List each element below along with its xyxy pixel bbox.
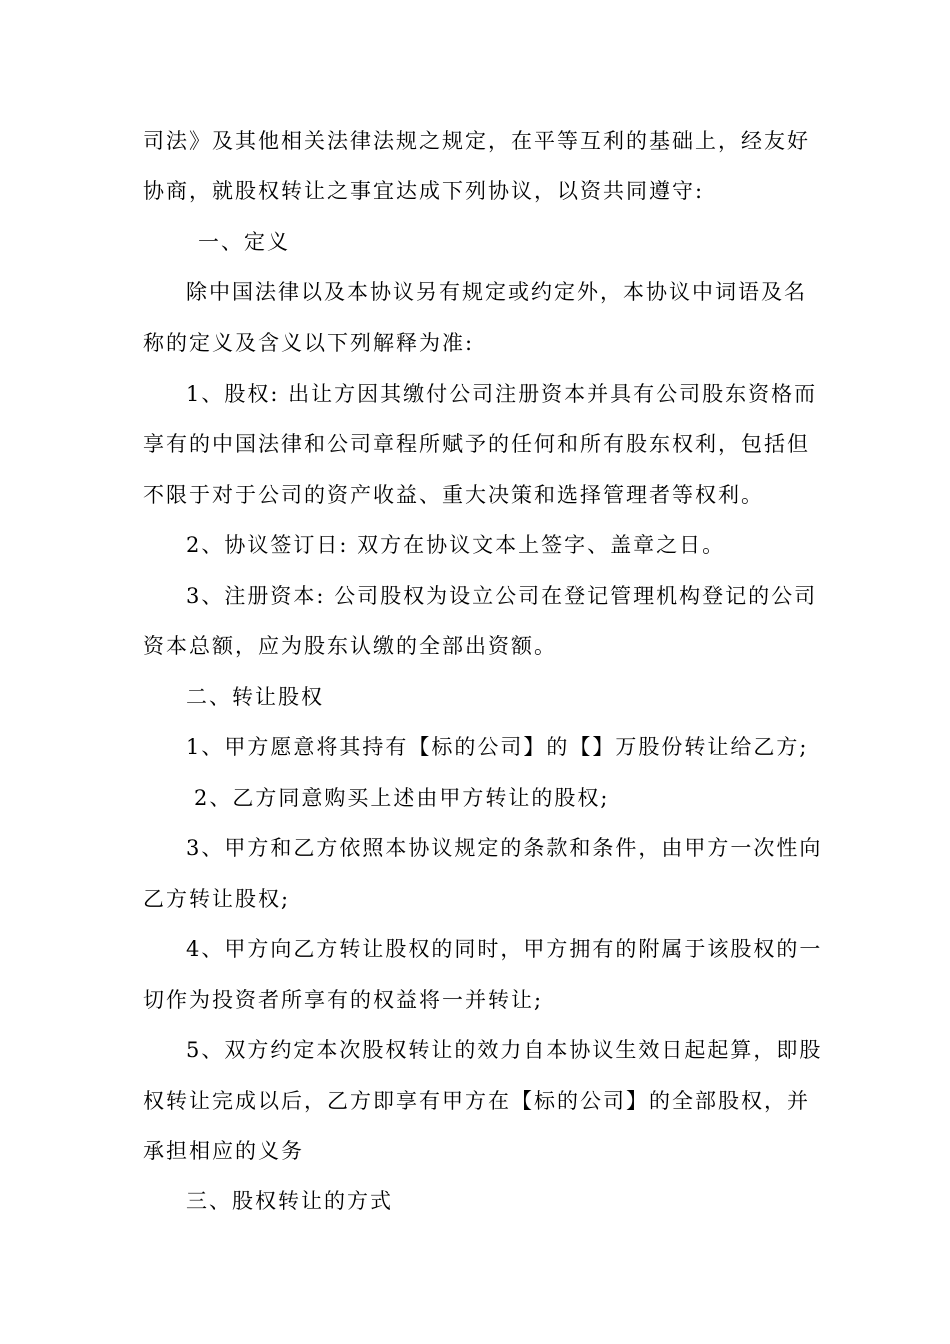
list-item-line: 1、股权: 出让方因其缴付公司注册资本并具有公司股东资格而 bbox=[186, 382, 818, 406]
list-item-line: 3、甲方和乙方依照本协议规定的条款和条件，由甲方一次性向 bbox=[186, 836, 823, 860]
list-item-line: 2、乙方同意购买上述由甲方转让的股权; bbox=[194, 786, 610, 810]
list-item-line: 4、甲方向乙方转让股权的同时，甲方拥有的附属于该股权的一 bbox=[186, 937, 823, 961]
section-heading: 三、股权转让的方式 bbox=[186, 1189, 393, 1213]
paragraph-line: 称的定义及含义以下列解释为准: bbox=[143, 331, 475, 355]
list-item-line: 5、双方约定本次股权转让的效力自本协议生效日起起算，即股 bbox=[186, 1038, 823, 1062]
paragraph-line: 不限于对于公司的资产收益、重大决策和选择管理者等权利。 bbox=[143, 483, 764, 507]
paragraph-line: 承担相应的义务 bbox=[143, 1139, 304, 1163]
section-heading: 一、定义 bbox=[198, 230, 290, 254]
paragraph-line: 资本总额，应为股东认缴的全部出资额。 bbox=[143, 634, 557, 658]
paragraph-line: 协商，就股权转让之事宜达成下列协议，以资共同遵守: bbox=[143, 179, 705, 203]
list-item-line: 2、协议签订日: 双方在协议文本上签字、盖章之日。 bbox=[186, 533, 726, 557]
list-item-line: 3、注册资本: 公司股权为设立公司在登记管理机构登记的公司 bbox=[186, 584, 818, 608]
paragraph-line: 享有的中国法律和公司章程所赋予的任何和所有股东权利，包括但 bbox=[143, 432, 810, 456]
paragraph-line: 司法》及其他相关法律法规之规定，在平等互利的基础上，经友好 bbox=[143, 129, 810, 153]
list-item-line: 1、甲方愿意将其持有【标的公司】的【】万股份转让给乙方; bbox=[186, 735, 809, 759]
paragraph-line: 权转让完成以后，乙方即享有甲方在【标的公司】的全部股权，并 bbox=[143, 1089, 810, 1113]
section-heading: 二、转让股权 bbox=[186, 685, 324, 709]
paragraph-line: 除中国法律以及本协议另有规定或约定外，本协议中词语及名 bbox=[186, 280, 807, 304]
paragraph-line: 乙方转让股权; bbox=[143, 887, 291, 911]
paragraph-line: 切作为投资者所享有的权益将一并转让; bbox=[143, 988, 544, 1012]
